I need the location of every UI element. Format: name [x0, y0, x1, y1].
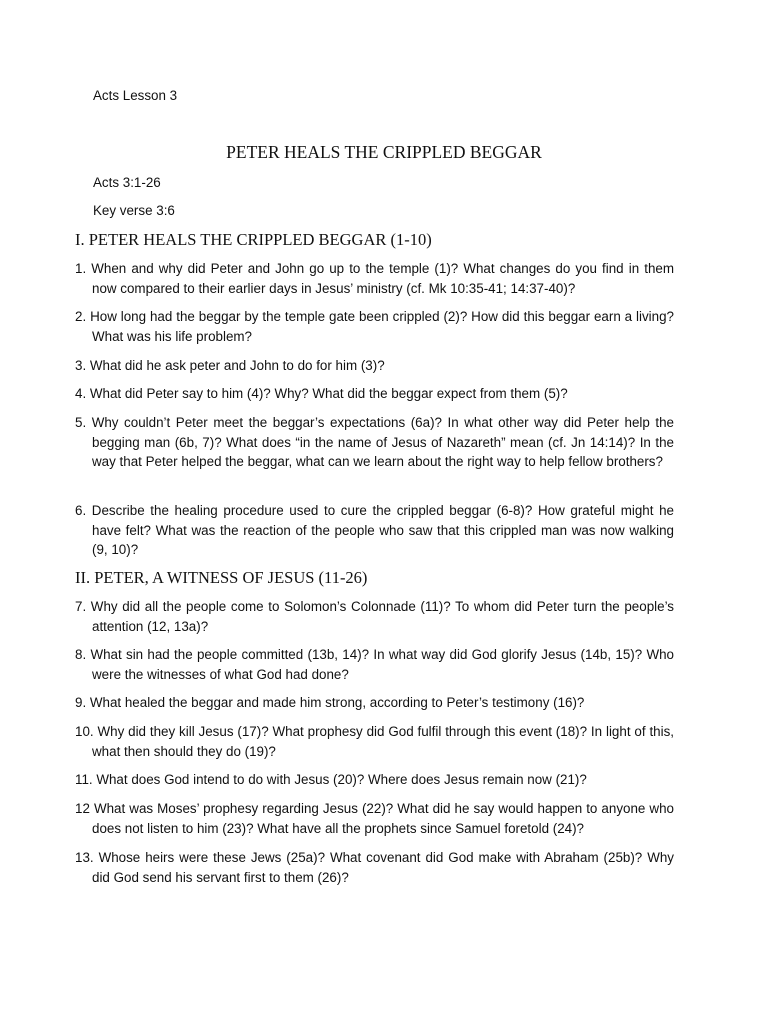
question-8: 8. What sin had the people committed (13b, 14)? In what way did God glorify Jesus (14b, 15)? Who were the witnesses of what God had done?: [75, 647, 674, 682]
question-1: 1. When and why did Peter and John go up to the temple (1)? What changes do you find in them now compared to their earlier days in Jesus’ ministry (cf. Mk 10:35-41; 14:37-40)?: [75, 261, 674, 296]
question-4: 4. What did Peter say to him (4)? Why? What did the beggar expect from them (5)?: [75, 386, 568, 401]
question-7: 7. Why did all the people come to Solomon’s Colonnade (11)? To whom did Peter turn the people’s attention (12, 13a)?: [75, 599, 674, 634]
question-13: 13. Whose heirs were these Jews (25a)? What covenant did God make with Abraham (25b)? Why did God send his servant first to them (26)?: [75, 850, 674, 885]
lesson-label: Acts Lesson 3: [93, 88, 178, 103]
question-10: 10. Why did they kill Jesus (17)? What prophesy did God fulfil through this event (18)? In light of this, what then should they do (19)?: [75, 724, 674, 759]
question-9: 9. What healed the beggar and made him strong, according to Peter’s testimony (16)?: [75, 695, 585, 710]
section-heading-2: II. PETER, A WITNESS OF JESUS (11-26): [75, 568, 368, 587]
section-heading-1: I. PETER HEALS THE CRIPPLED BEGGAR (1-10): [75, 230, 432, 249]
question-3: 3. What did he ask peter and John to do for him (3)?: [75, 358, 385, 373]
question-12: 12 What was Moses’ prophesy regarding Jesus (22)? What did he say would happen to anyone who does not listen to him (23)? What have all the prophets since Samuel foretold (24)?: [75, 801, 674, 836]
key-verse: Key verse 3:6: [93, 203, 175, 218]
passage-reference: Acts 3:1-26: [93, 175, 161, 190]
question-5: 5. Why couldn’t Peter meet the beggar’s expectations (6a)? In what other way did Peter help the begging man (6b, 7)? What does “in the name of Jesus of Nazareth” mean (cf. Jn 14:14)? In the way that Peter helped the beggar, what can we learn about the right way to help fellow brothers?: [75, 415, 674, 469]
question-11: 11. What does God intend to do with Jesus (20)? Where does Jesus remain now (21)?: [75, 772, 587, 787]
question-2: 2. How long had the beggar by the temple gate been crippled (2)? How did this beggar earn a living? What was his life problem?: [75, 309, 674, 344]
page-title: PETER HEALS THE CRIPPLED BEGGAR: [226, 142, 542, 162]
question-6: 6. Describe the healing procedure used to cure the crippled beggar (6-8)? How grateful might he have felt? What was the reaction of the people who saw that this crippled man was now walking (9, 10)?: [75, 503, 674, 557]
